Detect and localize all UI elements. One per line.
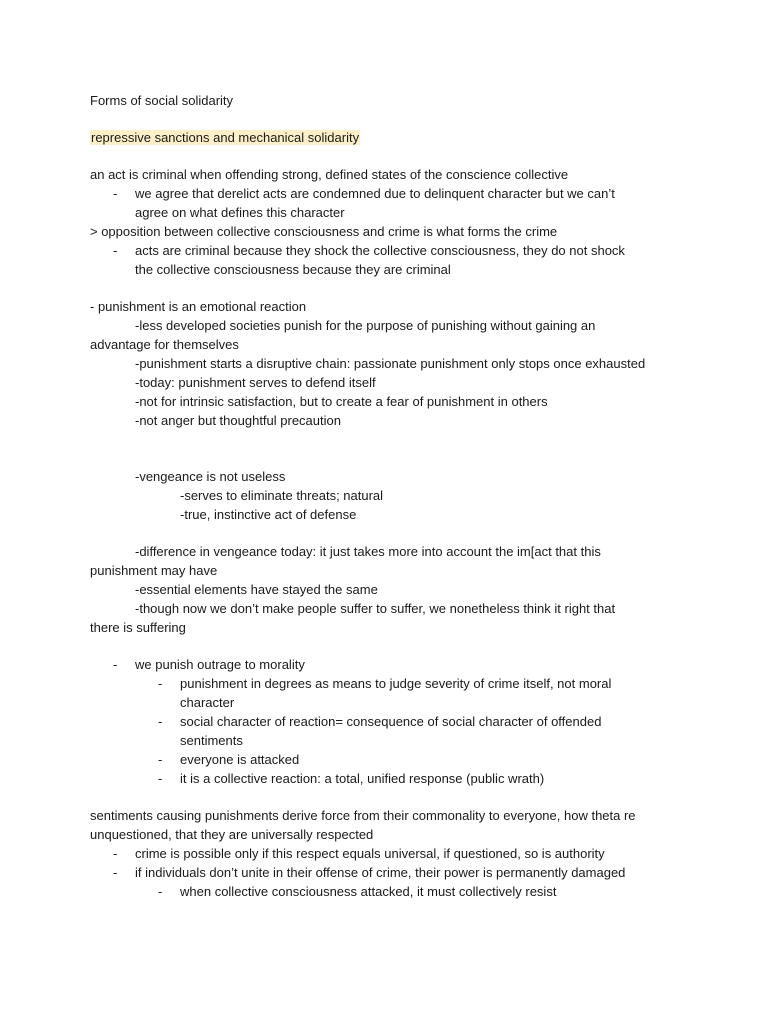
text-line: -essential elements have stayed the same xyxy=(135,582,378,597)
text-line: -less developed societies punish for the purpose of punishing without gaining an xyxy=(135,318,596,333)
highlighted-heading-text: repressive sanctions and mechanical solidarity xyxy=(91,130,360,145)
text-line: - punishment is an emotional reaction xyxy=(90,299,307,314)
text-line: -difference in vengeance today: it just takes more into account the im[act that this xyxy=(135,544,601,559)
text-line: -though now we don’t make people suffer to suffer, we nonetheless think it right that xyxy=(135,601,616,616)
text-line: sentiments xyxy=(180,733,243,748)
section-heading xyxy=(90,129,360,147)
bullet-dash: - xyxy=(113,846,118,861)
text-line: punishment in degrees as means to judge severity of crime itself, not moral xyxy=(180,676,612,691)
text-line: sentiments causing punishments derive force from their commonality to everyone, how theta re xyxy=(90,808,636,823)
text-line: the collective consciousness because they are criminal xyxy=(135,262,451,277)
text-line: social character of reaction= consequence of social character of offended xyxy=(180,714,602,729)
text-line: unquestioned, that they are universally respected xyxy=(90,827,374,842)
text-line: we agree that derelict acts are condemned due to delinquent character but we can’t xyxy=(135,186,615,201)
text-line: an act is criminal when offending strong, defined states of the conscience collective xyxy=(90,167,569,182)
bullet-dash: - xyxy=(158,884,163,899)
bullet-dash: - xyxy=(113,186,118,201)
bullet-dash: - xyxy=(158,771,163,786)
text-line: -true, instinctive act of defense xyxy=(180,507,357,522)
text-line: crime is possible only if this respect equals universal, if questioned, so is authority xyxy=(135,846,605,861)
text-line: -not for intrinsic satisfaction, but to create a fear of punishment in others xyxy=(135,394,548,409)
text-line: we punish outrage to morality xyxy=(135,657,305,672)
text-line: character xyxy=(180,695,235,710)
text-line: -not anger but thoughtful precaution xyxy=(135,413,341,428)
bullet-dash: - xyxy=(158,714,163,729)
text-line: -serves to eliminate threats; natural xyxy=(180,488,384,503)
bullet-dash: - xyxy=(113,865,118,880)
text-line: everyone is attacked xyxy=(180,752,300,767)
text-line: agree on what defines this character xyxy=(135,205,345,220)
document-title: Forms of social solidarity xyxy=(90,93,234,108)
bullet-dash: - xyxy=(158,676,163,691)
bullet-dash: - xyxy=(113,243,118,258)
text-line: it is a collective reaction: a total, unified response (public wrath) xyxy=(180,771,545,786)
text-line: -today: punishment serves to defend itself xyxy=(135,375,376,390)
text-line: when collective consciousness attacked, it must collectively resist xyxy=(180,884,557,899)
bullet-dash: - xyxy=(158,752,163,767)
text-line: there is suffering xyxy=(90,620,186,635)
text-line: punishment may have xyxy=(90,563,218,578)
text-line: > opposition between collective consciousness and crime is what forms the crime xyxy=(90,224,558,239)
text-line: if individuals don’t unite in their offense of crime, their power is permanently damaged xyxy=(135,865,626,880)
text-line: advantage for themselves xyxy=(90,337,239,352)
text-line: -vengeance is not useless xyxy=(135,469,286,484)
text-line: -punishment starts a disruptive chain: passionate punishment only stops once exhausted xyxy=(135,356,646,371)
bullet-dash: - xyxy=(113,657,118,672)
text-line: acts are criminal because they shock the collective consciousness, they do not shock xyxy=(135,243,625,258)
